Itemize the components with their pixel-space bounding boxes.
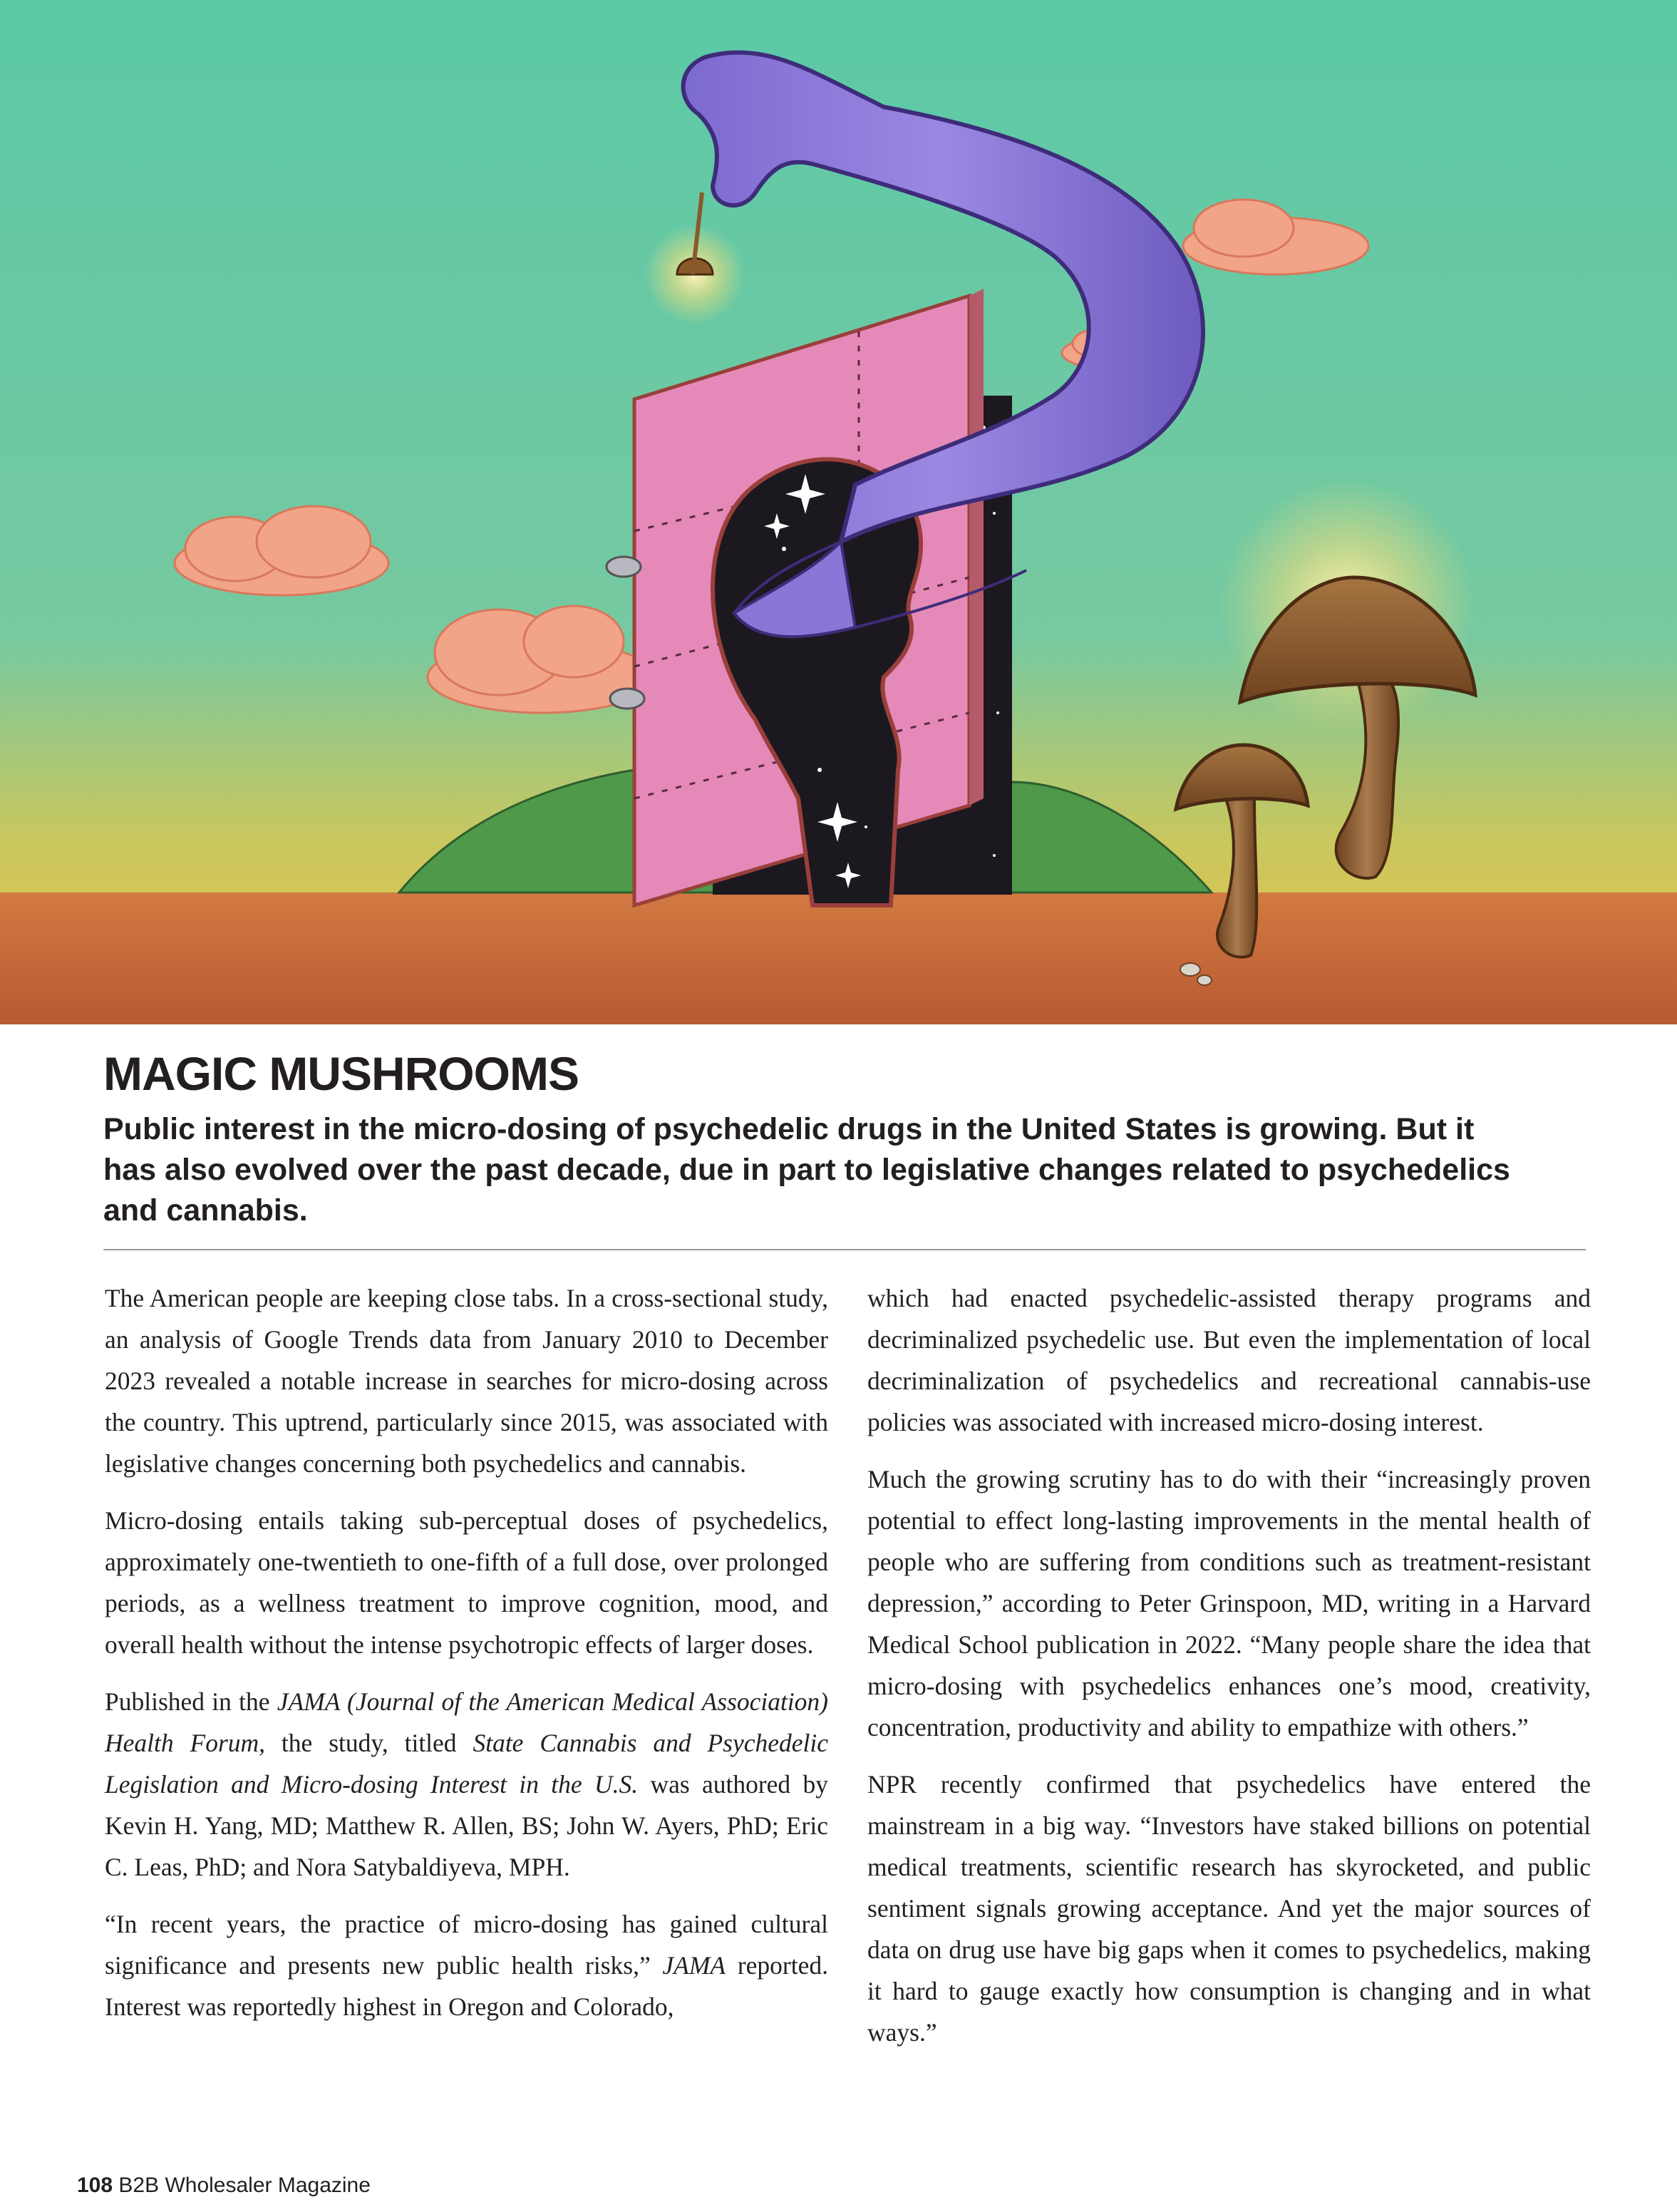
page-footer [77,2173,371,2198]
text-run: the study, titled [265,1729,473,1757]
paragraph [105,1681,828,1888]
text-column-right [867,1277,1591,2069]
text-run: reported. Interest was reportedly highest in Oregon and Colorado, [105,1951,828,2021]
hero-illustration [0,0,1677,1024]
paragraph: which had enacted psychedelic-assisted therapy programs and decriminalized psychedelic use. But even the implementation of local decriminalization of psychedelics and recreational cannabis-use policies was associated with increased micro-dosing interest. [867,1284,1591,1436]
surreal-psychedelic-illustration-icon [0,0,1677,1024]
page-number: 108 [77,2174,113,2197]
journal-title: JAMA [662,1951,726,1980]
paragraph: Much the growing scrutiny has to do with their “increasingly proven potential to effect long-lasting improvements in the mental health of people who are suffering from conditions such as treatment-resistant depression,” according to Peter Grinspoon, MD, writing in a Harvard Medical School publication in 2022. “Many people share the idea that micro-dosing with psychedelics enhances one’s mood, creativity, concentration, productivity and ability to empathize with others.” [867,1465,1591,1742]
divider [103,1249,1586,1250]
article-dek: Public interest in the micro-dosing of psychedelic drugs in the United States is growing. But it has also evolved over the past decade, due in part to legislative changes related to psychedelics and cannabis. [103,1112,1510,1228]
publication-name: B2B Wholesaler Magazine [118,2174,371,2197]
paragraph: The American people are keeping close tabs. In a cross-sectional study, an analysis of Google Trends data from January 2010 to December 2023 revealed a notable increase in searches for micro-dosing across the country. This uptrend, particularly since 2015, was associated with legislative changes concerning both psychedelics and cannabis. [105,1284,828,1478]
paragraph [105,1903,828,2027]
text-run: “In recent years, the practice of micro-dosing has gained cultural significance and presents new public health risks,” [105,1910,828,1980]
text-run: Published in the [105,1687,277,1716]
text-run: was authored by Kevin H. Yang, MD; Matthew R. Allen, BS; John W. Ayers, PhD; Eric C. Leas, PhD; and Nora Satybaldiyeva, MPH. [105,1770,828,1881]
journal-title: JAMA (Journal of the American Medical Association) Health Forum, [105,1687,828,1757]
study-title: State Cannabis and Psychedelic Legislation and Micro-dosing Interest in the U.S. [105,1729,828,1799]
article-headline: MAGIC MUSHROOMS [103,1047,579,1100]
paragraph: NPR recently confirmed that psychedelics have entered the mainstream in a big way. “Investors have staked billions on potential medical treatments, scientific research has skyrocketed, and public sentiment signals growing acceptance. And yet the major sources of data on drug use have big gaps when it comes to psychedelics, making it hard to gauge exactly how consumption is changing and in what ways.” [867,1770,1591,2047]
paragraph: Micro-dosing entails taking sub-perceptual doses of psychedelics, approximately one-twentieth to one-fifth of a full dose, over prolonged periods, as a wellness treatment to improve cognition, mood, and overall health without the intense psychotropic effects of larger doses. [105,1506,828,1659]
text-column-left [105,1277,828,2043]
